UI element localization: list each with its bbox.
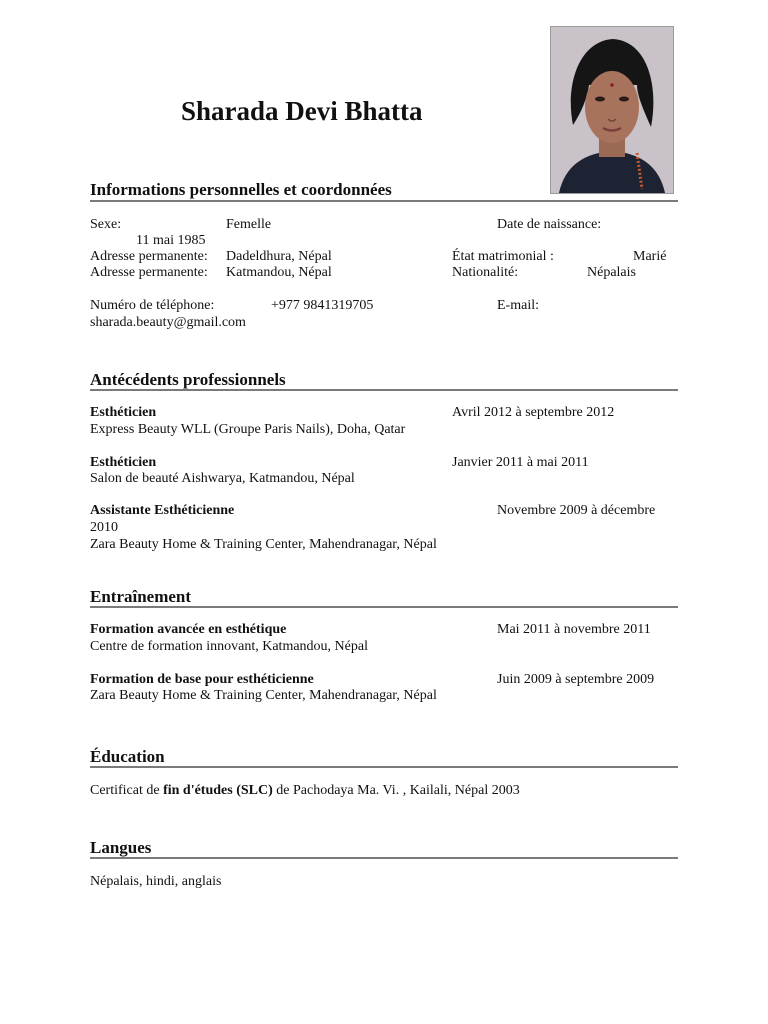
address2-label: Adresse permanente: xyxy=(90,265,208,280)
job-role: Esthéticien xyxy=(90,455,157,470)
section-divider xyxy=(90,200,678,202)
profile-photo xyxy=(550,26,674,194)
training-course: Formation avancée en esthétique xyxy=(90,622,287,637)
job-place: Salon de beauté Aishwarya, Katmandou, Népal xyxy=(90,471,355,486)
job-dates-continued: 2010 xyxy=(90,520,118,535)
job-dates: Novembre 2009 à décembre xyxy=(497,503,656,518)
phone-label: Numéro de téléphone: xyxy=(90,298,215,313)
education-text-bold: fin d'études (SLC) xyxy=(163,783,273,798)
phone-value: +977 9841319705 xyxy=(271,298,374,313)
email-label: E-mail: xyxy=(497,298,539,313)
portrait-image xyxy=(551,27,673,193)
address1-value: Dadeldhura, Népal xyxy=(226,249,332,264)
languages-text: Népalais, hindi, anglais xyxy=(90,874,222,889)
section-title-languages: Langues xyxy=(90,838,152,857)
training-dates: Mai 2011 à novembre 2011 xyxy=(497,622,651,637)
training-course: Formation de base pour esthéticienne xyxy=(90,672,314,687)
cv-name: Sharada Devi Bhatta xyxy=(181,96,423,126)
sex-label: Sexe: xyxy=(90,217,122,232)
address2-value: Katmandou, Népal xyxy=(226,265,332,280)
dob-value: 11 mai 1985 xyxy=(136,233,206,248)
job-role: Assistante Esthéticienne xyxy=(90,503,235,518)
training-place: Zara Beauty Home & Training Center, Mahendranagar, Népal xyxy=(90,688,437,703)
job-dates: Janvier 2011 à mai 2011 xyxy=(452,455,589,470)
nationality-label: Nationalité: xyxy=(452,265,519,280)
section-divider xyxy=(90,857,678,859)
section-divider xyxy=(90,766,678,768)
job-dates: Avril 2012 à septembre 2012 xyxy=(452,405,615,420)
education-entry xyxy=(90,783,520,799)
marital-label: État matrimonial : xyxy=(452,249,554,264)
education-text-pre: Certificat de xyxy=(90,783,164,798)
section-title-personal: Informations personnelles et coordonnées xyxy=(90,180,392,199)
section-title-training: Entraînement xyxy=(90,587,192,606)
job-place: Zara Beauty Home & Training Center, Mahendranagar, Népal xyxy=(90,537,437,552)
address1-label: Adresse permanente: xyxy=(90,249,208,264)
marital-value: Marié xyxy=(633,249,667,264)
section-title-experience: Antécédents professionnels xyxy=(90,370,286,389)
training-dates: Juin 2009 à septembre 2009 xyxy=(497,672,655,687)
section-divider xyxy=(90,606,678,608)
job-role: Esthéticien xyxy=(90,405,157,420)
nationality-value: Népalais xyxy=(587,265,636,280)
section-title-education: Éducation xyxy=(90,747,165,766)
job-place: Express Beauty WLL (Groupe Paris Nails), Doha, Qatar xyxy=(90,422,406,437)
email-value[interactable]: sharada.beauty@gmail.com xyxy=(90,315,246,330)
dob-label: Date de naissance: xyxy=(497,217,602,232)
education-text-post: de Pachodaya Ma. Vi. , Kailali, Népal 2003 xyxy=(272,783,520,798)
sex-value: Femelle xyxy=(226,217,272,232)
section-divider xyxy=(90,389,678,391)
training-place: Centre de formation innovant, Katmandou, Népal xyxy=(90,639,368,654)
